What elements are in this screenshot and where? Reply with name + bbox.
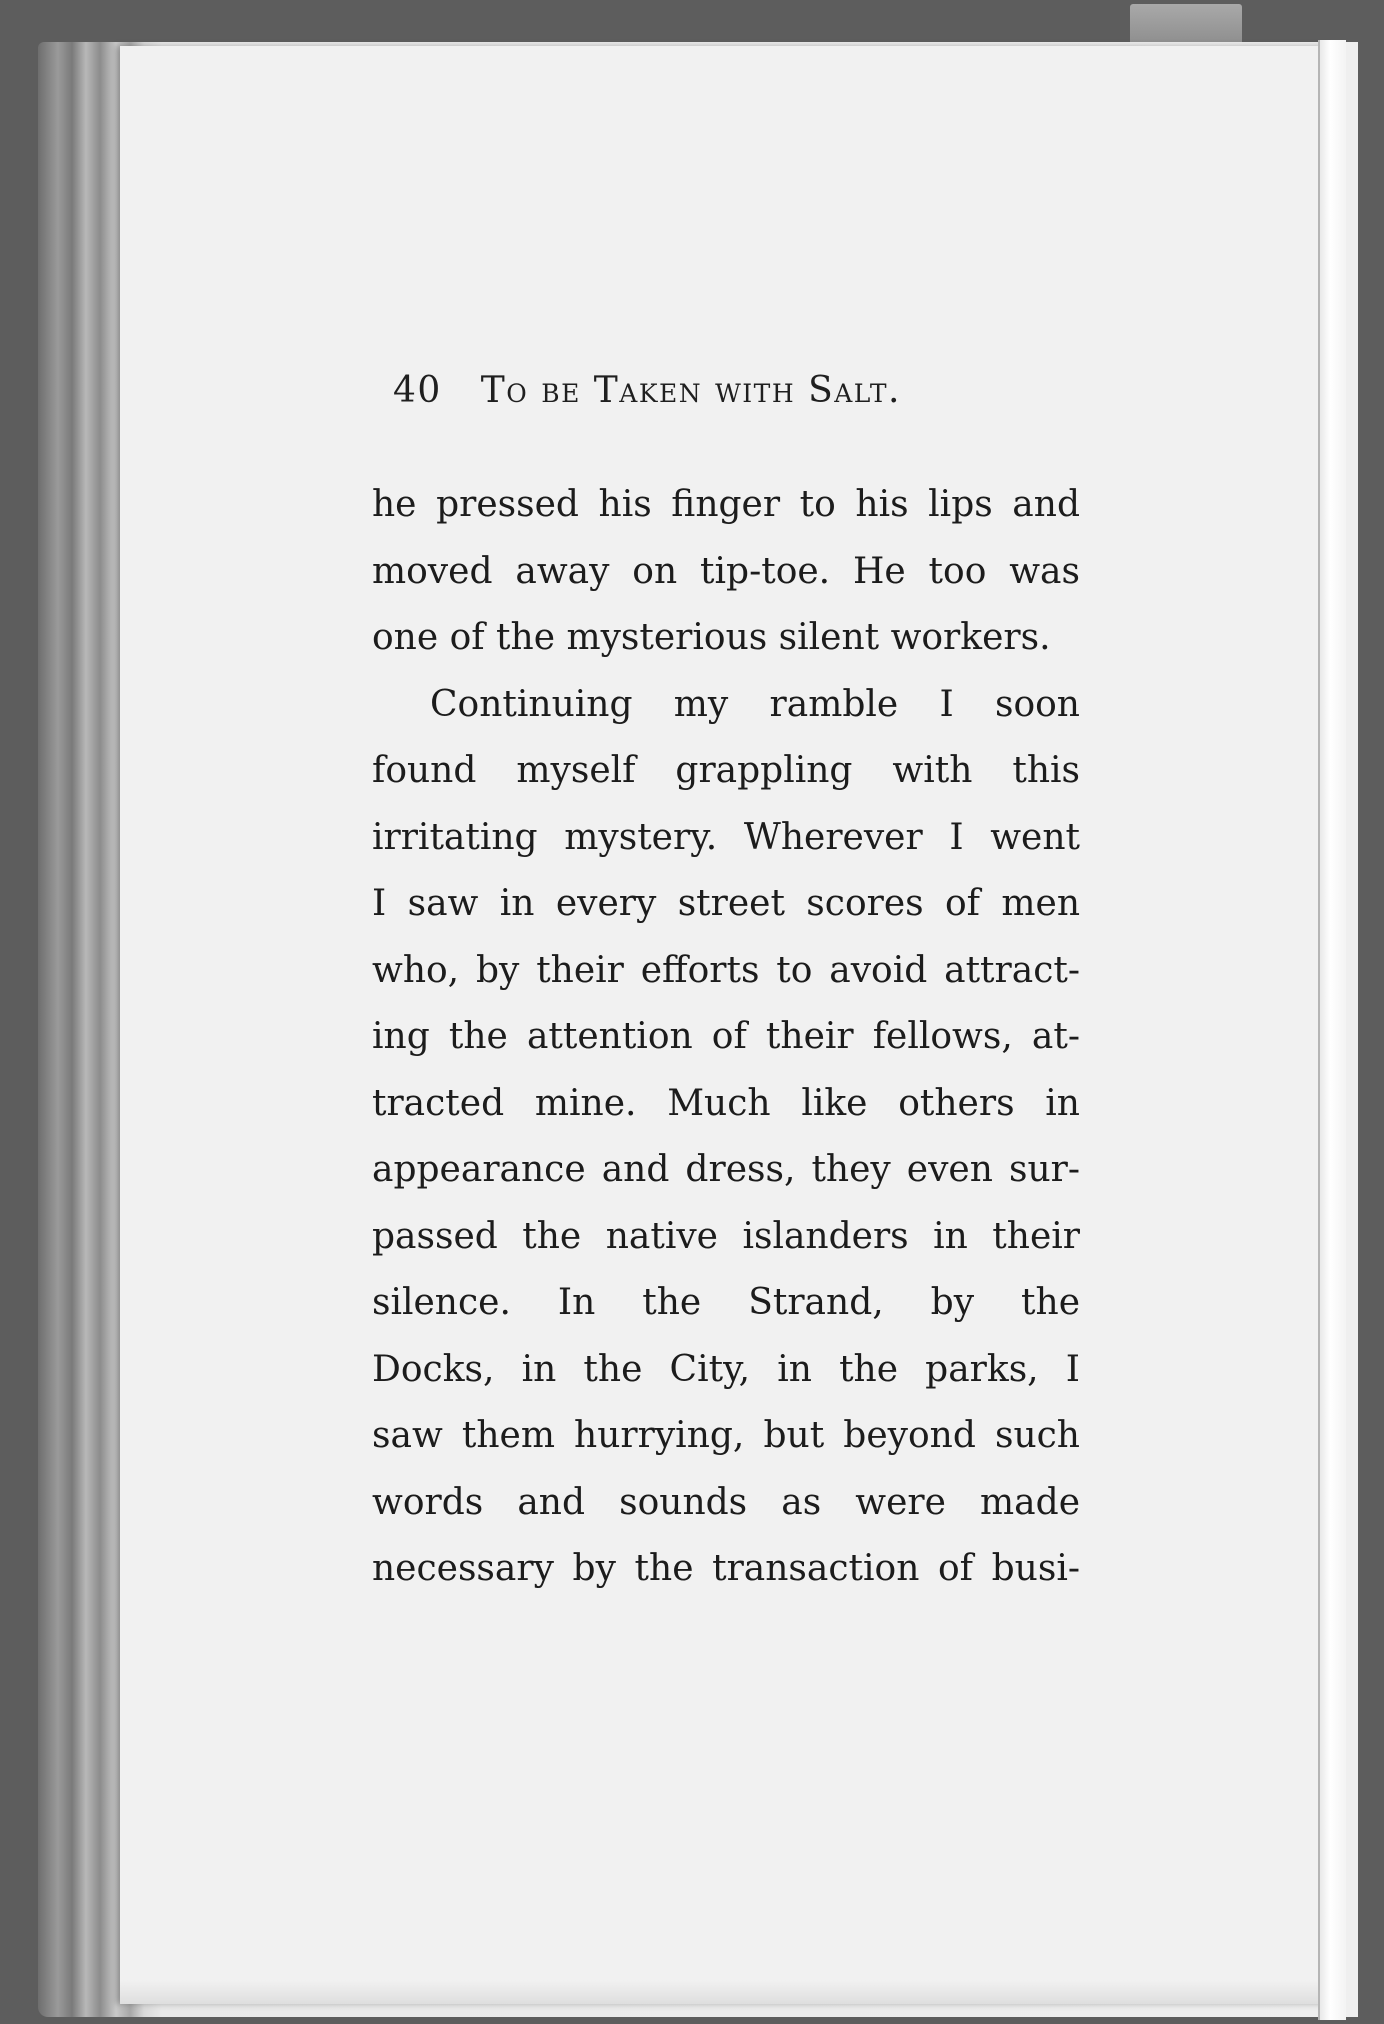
- running-head: [393, 370, 1093, 411]
- text-line: one of the mysterious silent workers.: [372, 617, 1051, 658]
- page-tab: [1130, 4, 1242, 46]
- running-title: To be Taken with Salt.: [480, 370, 901, 411]
- text-line: appearance and dress, they even sur-: [372, 1149, 1080, 1190]
- text-line: tracted mine. Much like others in: [372, 1082, 1080, 1124]
- text-line: Continuing my ramble I soon: [430, 683, 1080, 725]
- text-line: he pressed his finger to his lips and: [372, 484, 1080, 525]
- text-line: silence. In the Strand, by the: [372, 1282, 1080, 1323]
- text-line: I saw in every street scores of men: [372, 883, 1080, 924]
- text-line: passed the native islanders in their: [372, 1215, 1080, 1257]
- text-line: who, by their efforts to avoid attract-: [372, 949, 1080, 991]
- facing-page-edge: [1318, 40, 1346, 2020]
- text-line: saw them hurrying, but beyond such: [372, 1415, 1080, 1456]
- text-line: irritating mystery. Wherever I went: [372, 816, 1080, 858]
- text-line: ing the attention of their fellows, at-: [372, 1016, 1080, 1057]
- text-line: Docks, in the City, in the parks, I: [372, 1348, 1080, 1390]
- text-line: necessary by the transaction of busi-: [372, 1548, 1080, 1589]
- body-text: [372, 472, 1080, 1603]
- page-number: 40: [393, 370, 442, 411]
- text-line: moved away on tip-toe. He too was: [372, 550, 1080, 592]
- text-line: found myself grappling with this: [372, 750, 1080, 791]
- text-line: words and sounds as were made: [372, 1481, 1080, 1523]
